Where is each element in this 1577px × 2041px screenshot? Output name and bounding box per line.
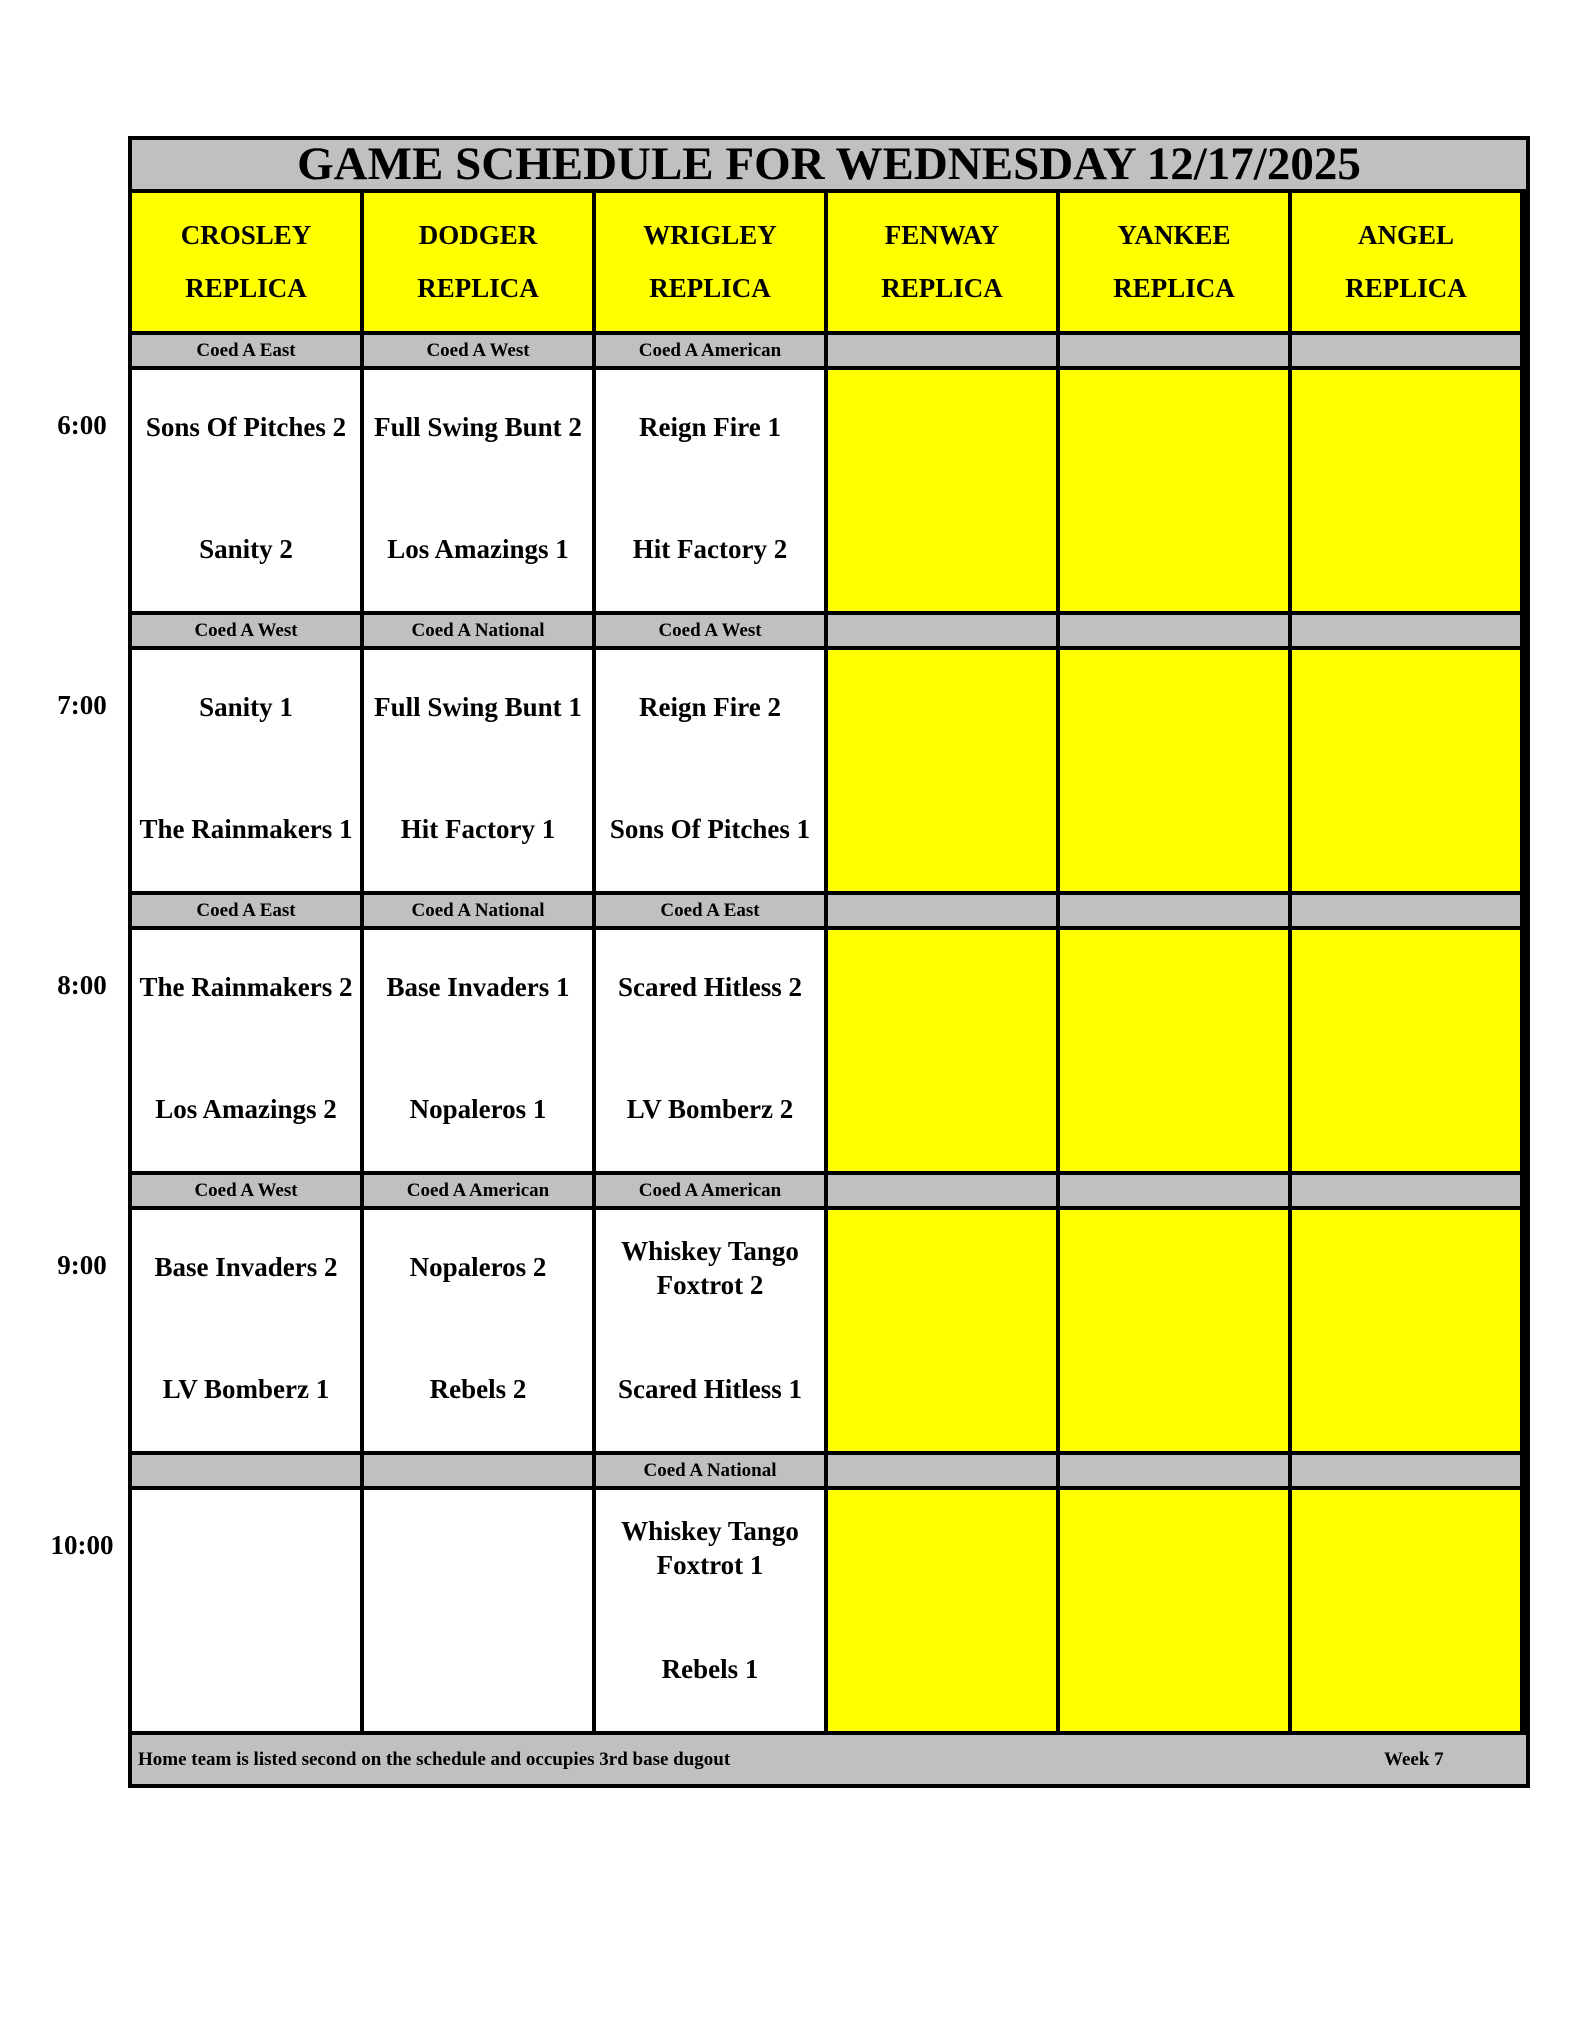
- division-label: Coed A West: [364, 335, 592, 366]
- away-team: Whiskey Tango Foxtrot 1: [621, 1516, 799, 1580]
- division-label: Coed A East: [132, 895, 360, 926]
- division-label: Coed A American: [364, 1175, 592, 1206]
- game-cell: [132, 650, 360, 891]
- empty-game-cell: [1060, 1490, 1288, 1731]
- division-label: [828, 1455, 1056, 1486]
- away-team: The Rainmakers 2: [139, 972, 353, 1002]
- game-cell: [596, 930, 824, 1171]
- field-subtitle: REPLICA: [185, 273, 307, 303]
- away-team: Scared Hitless 2: [618, 972, 802, 1002]
- division-label: Coed A West: [132, 1175, 360, 1206]
- field-subtitle: REPLICA: [1345, 273, 1467, 303]
- footer-note: Home team is listed second on the schedule and occupies 3rd base dugout: [138, 1748, 731, 1770]
- empty-game-cell: [828, 650, 1056, 891]
- empty-game-cell: [364, 1490, 592, 1731]
- game-cell: [364, 370, 592, 611]
- time-label: 7:00: [57, 690, 107, 720]
- away-team: Reign Fire 2: [639, 692, 781, 722]
- game-cell: [596, 650, 824, 891]
- division-label: [132, 1455, 360, 1486]
- home-team: Hit Factory 2: [632, 534, 788, 564]
- time-label: 9:00: [57, 1250, 107, 1280]
- division-label: Coed A West: [132, 615, 360, 646]
- away-team: Full Swing Bunt 1: [374, 692, 582, 722]
- empty-game-cell: [828, 1490, 1056, 1731]
- game-cell: [132, 370, 360, 611]
- field-name: YANKEE: [1117, 220, 1231, 250]
- field-subtitle: REPLICA: [649, 273, 771, 303]
- game-cell: [364, 1210, 592, 1451]
- division-label: [1292, 335, 1520, 366]
- division-label: Coed A East: [596, 895, 824, 926]
- home-team: LV Bomberz 2: [626, 1094, 794, 1124]
- division-label: Coed A National: [596, 1455, 824, 1486]
- empty-game-cell: [1292, 650, 1520, 891]
- field-header-crosley: [132, 193, 360, 331]
- empty-game-cell: [828, 370, 1056, 611]
- field-name: FENWAY: [884, 220, 1000, 250]
- division-label: Coed A American: [596, 335, 824, 366]
- division-label: [364, 1455, 592, 1486]
- division-label: Coed A West: [596, 615, 824, 646]
- home-team: Nopaleros 1: [409, 1094, 547, 1124]
- empty-game-cell: [1292, 1490, 1520, 1731]
- division-label: [828, 615, 1056, 646]
- game-cell: [132, 1210, 360, 1451]
- away-team: Full Swing Bunt 2: [374, 412, 582, 442]
- division-label: [1292, 615, 1520, 646]
- division-label: Coed A American: [596, 1175, 824, 1206]
- field-header-dodger: [364, 193, 592, 331]
- division-label: [828, 895, 1056, 926]
- week-label: Week 7: [1384, 1748, 1444, 1770]
- away-team: Base Invaders 1: [386, 972, 570, 1002]
- field-header-angel: [1292, 193, 1520, 331]
- division-label: [1060, 615, 1288, 646]
- time-label: 6:00: [57, 410, 107, 440]
- empty-game-cell: [1060, 650, 1288, 891]
- empty-game-cell: [828, 1210, 1056, 1451]
- empty-game-cell: [828, 930, 1056, 1171]
- game-cell: [596, 370, 824, 611]
- division-label: [1060, 895, 1288, 926]
- division-label: Coed A National: [364, 615, 592, 646]
- field-header-fenway: [828, 193, 1056, 331]
- home-team: Sons Of Pitches 1: [609, 814, 811, 844]
- field-name: ANGEL: [1357, 220, 1455, 250]
- field-subtitle: REPLICA: [881, 273, 1003, 303]
- division-label: [1292, 1175, 1520, 1206]
- division-label: Coed A National: [364, 895, 592, 926]
- footer-bar: [132, 1735, 1526, 1784]
- division-label: Coed A East: [132, 335, 360, 366]
- division-label: [1060, 335, 1288, 366]
- game-cell: [364, 650, 592, 891]
- home-team: The Rainmakers 1: [139, 814, 353, 844]
- division-label: [1292, 1455, 1520, 1486]
- time-label: 8:00: [57, 970, 107, 1000]
- division-label: [828, 1175, 1056, 1206]
- empty-game-cell: [1292, 1210, 1520, 1451]
- field-header-wrigley: [596, 193, 824, 331]
- home-team: Sanity 2: [199, 534, 293, 564]
- empty-game-cell: [1292, 930, 1520, 1171]
- home-team: Los Amazings 2: [155, 1094, 337, 1124]
- away-team: Base Invaders 2: [154, 1252, 338, 1282]
- empty-game-cell: [132, 1490, 360, 1731]
- division-label: [1292, 895, 1520, 926]
- home-team: LV Bomberz 1: [162, 1374, 330, 1404]
- empty-game-cell: [1292, 370, 1520, 611]
- empty-game-cell: [1060, 1210, 1288, 1451]
- home-team: Rebels 2: [429, 1374, 527, 1404]
- empty-game-cell: [1060, 930, 1288, 1171]
- time-label: 10:00: [50, 1530, 114, 1560]
- field-subtitle: REPLICA: [417, 273, 539, 303]
- home-team: Rebels 1: [661, 1654, 759, 1684]
- away-team: Reign Fire 1: [639, 412, 781, 442]
- field-subtitle: REPLICA: [1113, 273, 1235, 303]
- field-header-yankee: [1060, 193, 1288, 331]
- empty-game-cell: [1060, 370, 1288, 611]
- away-team: Nopaleros 2: [409, 1252, 547, 1282]
- home-team: Scared Hitless 1: [618, 1374, 802, 1404]
- field-name: WRIGLEY: [643, 220, 777, 250]
- division-label: [1060, 1455, 1288, 1486]
- home-team: Hit Factory 1: [400, 814, 556, 844]
- away-team: Whiskey Tango Foxtrot 2: [621, 1236, 799, 1300]
- division-label: [1060, 1175, 1288, 1206]
- page-title: GAME SCHEDULE FOR WEDNESDAY 12/17/2025: [132, 140, 1526, 189]
- away-team: Sanity 1: [199, 692, 293, 722]
- game-cell: [596, 1210, 824, 1451]
- away-team: Sons Of Pitches 2: [145, 412, 347, 442]
- game-cell: [364, 930, 592, 1171]
- game-cell: [132, 930, 360, 1171]
- field-name: CROSLEY: [180, 220, 312, 250]
- division-label: [828, 335, 1056, 366]
- field-name: DODGER: [418, 220, 538, 250]
- game-cell: [596, 1490, 824, 1731]
- home-team: Los Amazings 1: [387, 534, 569, 564]
- schedule-table: [128, 136, 1530, 1788]
